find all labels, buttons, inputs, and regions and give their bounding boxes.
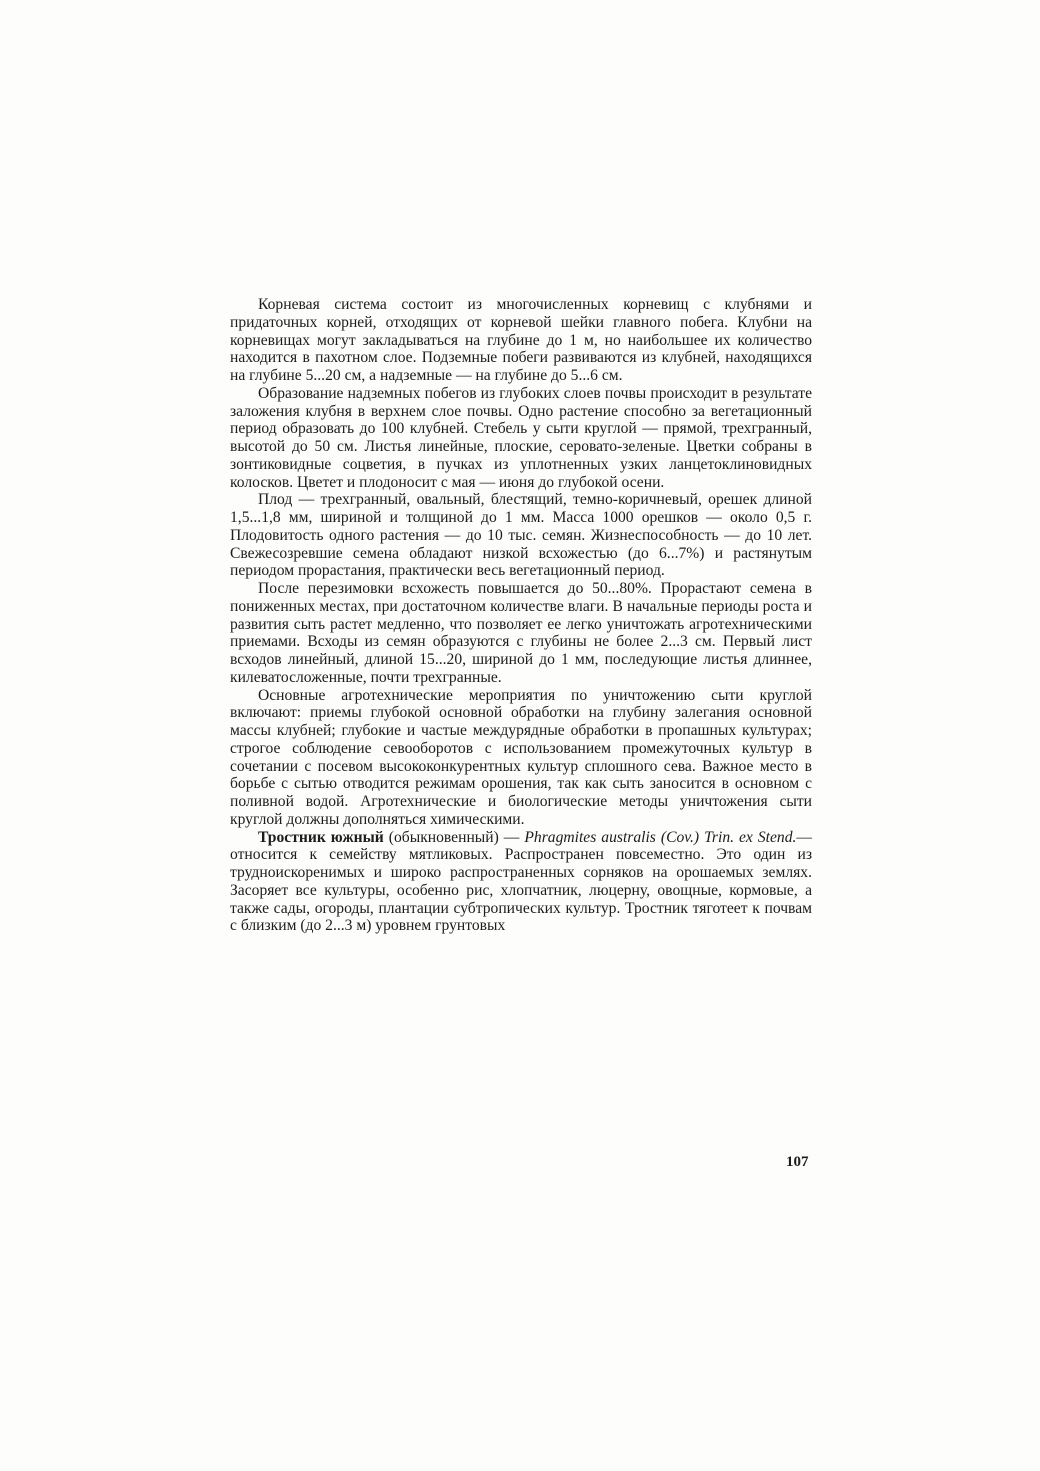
paragraph-root-system: Корневая система состоит из многочисленных корневищ с клубнями и придаточных корней, отходящих от корневой шейки главного побега. Клубни на корневищах могут закладываться на глубине до 1 м, но наибольшее их количество находится в пахотном слое. Подземные побеги развиваются из клубней, находящихся на глубине 5...20 см, а надземные — на глубине до 5...6 см. xyxy=(230,296,812,384)
body-text xyxy=(230,296,812,935)
species-description: — относится к семейству мятликовых. Распространен повсеместно. Это один из трудноискоренимых и широко распространенных сорняков на орошаемых землях. Засоряет все культуры, особенно рис, хлопчатник, люцерну, овощные, кормовые, а также сады, огороды, плантации субтропических культур. Тростник тяготеет к почвам с близким (до 2...3 м) уровнем грунтовых xyxy=(230,828,812,935)
species-latin-name: Phragmites australis (Cov.) Trin. ex Stend. xyxy=(524,828,797,846)
paragraph-reed xyxy=(230,829,812,936)
paragraph-control-measures: Основные агротехнические мероприятия по уничтожению сыти круглой включают: приемы глубокой основной обработки на глубину залегания основной массы клубней; глубокие и частые междурядные обработки в пропашных культурах; строгое соблюдение севооборотов с использованием промежуточных культур в сочетании с посевом высококонкурентных культур сплошного сева. Важное место в борьбе с сытью отводится режимам орошения, так как сыть заносится в основном с поливной водой. Агротехнические и биологические методы уничтожения сыти круглой должны дополняться химическими. xyxy=(230,686,812,828)
species-common-name: (обыкновенный) — xyxy=(383,828,525,846)
page-number: 107 xyxy=(786,1154,809,1170)
paragraph-germination: После перезимовки всхожесть повышается до 50...80%. Прорастают семена в пониженных местах, при достаточном количестве влаги. В начальные периоды роста и развития сыть растет медленно, что позволяет ее легко уничтожать агротехническими приемами. Всходы из семян образуются с глубины не более 2...3 см. Первый лист всходов линейный, длиной 15...20, шириной до 1 мм, последующие листья длиннее, килеватосложенные, почти трехгранные. xyxy=(230,580,812,686)
paragraph-fruit: Плод — трехгранный, овальный, блестящий, темно-коричневый, орешек длиной 1,5...1,8 мм, шириной и толщиной до 1 мм. Масса 1000 орешков — около 0,5 г. Плодовитость одного растения — до 10 тыс. семян. Жизнеспособность — до 10 лет. Свежесозревшие семена обладают низкой всхожестью (до 6...7%) и растянутым периодом прорастания, практически весь вегетационный период. xyxy=(230,491,812,580)
species-name: Тростник южный xyxy=(258,828,384,846)
paragraph-shoots: Образование надземных побегов из глубоких слоев почвы происходит в результате заложения клубня в верхнем слое почвы. Одно растение способно за вегетационный период образовать до 100 клубней. Стебель у сыти круглой — прямой, трехгранный, высотой до 50 см. Листья линейные, плоские, серовато-зеленые. Цветки собраны в зонтиковидные соцветия, в пучках из уплотненных узких ланцетоклиновидных колосков. Цветет и плодоносит с мая — июня до глубокой осени. xyxy=(230,384,812,491)
